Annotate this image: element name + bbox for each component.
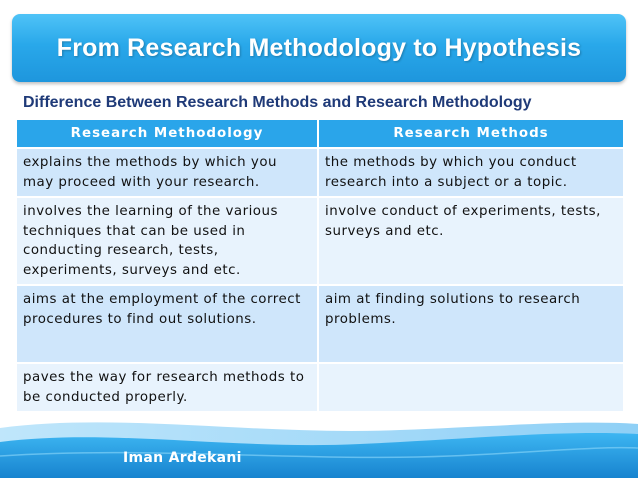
header-research-methodology: Research Methodology (17, 120, 318, 148)
title-banner (12, 14, 626, 82)
methodology-cell: explains the methods by which you may proceed with your research. (17, 148, 318, 197)
table-header-row (17, 120, 623, 148)
slide-title: From Research Methodology to Hypothesis (56, 33, 582, 62)
methodology-cell: aims at the employment of the correct procedures to find out solutions. (17, 285, 318, 363)
header-research-methods: Research Methods (318, 120, 623, 148)
methods-cell (318, 363, 623, 412)
table-row (17, 285, 623, 363)
table-row (17, 148, 623, 197)
methods-cell: aim at finding solutions to research problems. (318, 285, 623, 363)
slide-subtitle: Difference Between Research Methods and Research Methodology (23, 94, 532, 111)
methodology-cell: involves the learning of the various techniques that can be used in conducting research, tests, experiments, surveys and etc. (17, 197, 318, 285)
comparison-table (17, 120, 623, 413)
footer-wave-decoration (0, 416, 638, 478)
methods-cell: involve conduct of experiments, tests, surveys and etc. (318, 197, 623, 285)
table-row (17, 197, 623, 285)
author-name: Iman Ardekani (123, 450, 242, 466)
table-row (17, 363, 623, 412)
methodology-cell: paves the way for research methods to be conducted properly. (17, 363, 318, 412)
methods-cell: the methods by which you conduct research into a subject or a topic. (318, 148, 623, 197)
